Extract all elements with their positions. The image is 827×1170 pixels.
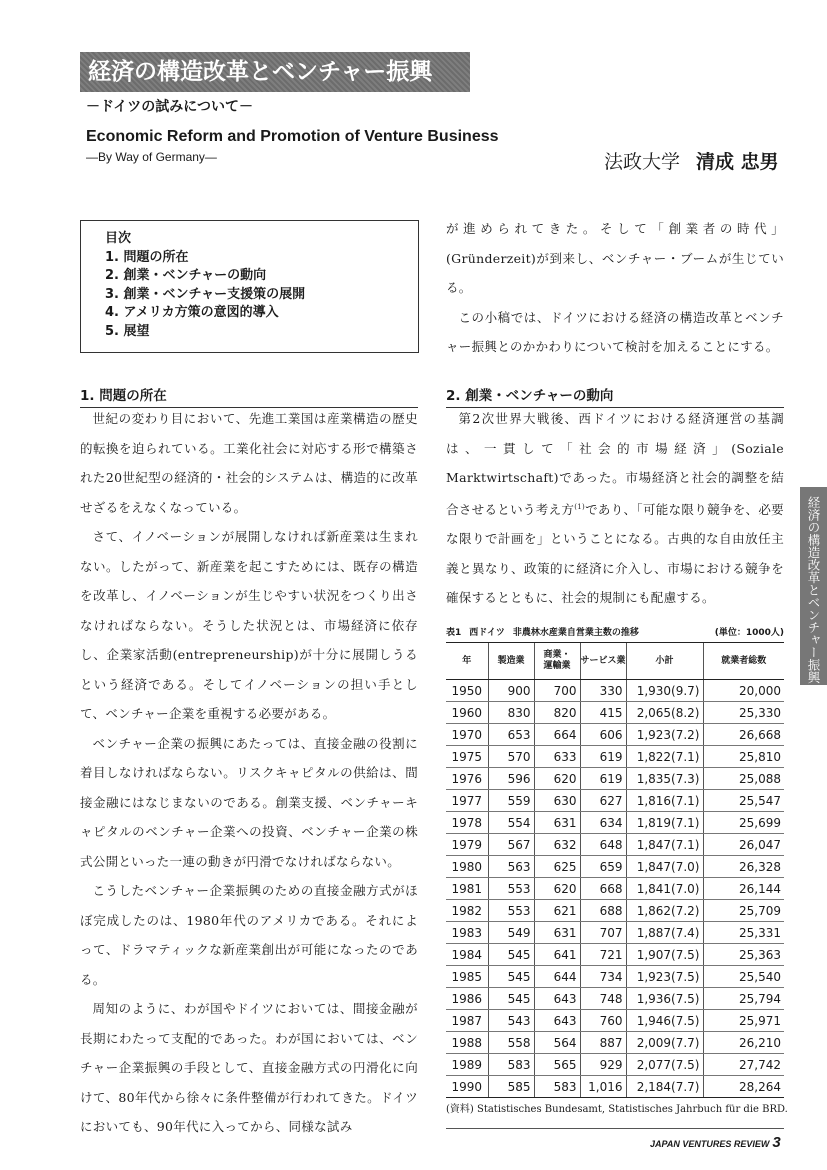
table-cell: 648 (580, 834, 626, 856)
table-cell: 625 (534, 856, 580, 878)
table-cell: 634 (580, 812, 626, 834)
table-cell: 633 (534, 746, 580, 768)
table-cell: 27,742 (703, 1054, 784, 1076)
table-cell: 28,264 (703, 1076, 784, 1098)
table-cell: 627 (580, 790, 626, 812)
table-cell: 1,946(7.5) (626, 1010, 703, 1032)
table-cell: 644 (534, 966, 580, 988)
table-cell: 621 (534, 900, 580, 922)
section-2-heading: 2. 創業・ベンチャーの動向 (446, 384, 784, 408)
table-cell: 1990 (446, 1076, 488, 1098)
table-cell: 631 (534, 812, 580, 834)
table-cell: 26,328 (703, 856, 784, 878)
author-line (604, 147, 779, 174)
table-cell: 1,936(7.5) (626, 988, 703, 1010)
table-cell: 1,862(7.2) (626, 900, 703, 922)
footer-divider (446, 1128, 784, 1129)
table-cell: 2,077(7.5) (626, 1054, 703, 1076)
table-cell: 25,088 (703, 768, 784, 790)
paragraph: さて、イノベーションが展開しなければ新産業は生まれない。したがって、新産業を起こすためには、既存の構造を改革し、イノベーションが生じやすい状況をつくり出さなければならない。そうした状況とは、市場経済に依存し、企業家活動(entrepreneurship)が十分に展開しうるという経済である。そしてイノベーションの担い手として、ベンチャー企業を重視する必要がある。 (80, 529, 418, 721)
table-cell: 564 (534, 1032, 580, 1054)
side-index-tab: 経済の構造改革とベンチャー振興 (800, 487, 827, 685)
table-cell: 1,016 (580, 1076, 626, 1098)
table-cell: 1,816(7.1) (626, 790, 703, 812)
self-employed-table (446, 642, 784, 1098)
table-cell: 631 (534, 922, 580, 944)
table-cell: 567 (488, 834, 534, 856)
table-cell: 25,363 (703, 944, 784, 966)
paragraph: こうしたベンチャー企業振興のための直接金融方式がほぼ完成したのは、1980年代のアメリカである。それによって、ドラマティックな新産業創出が可能になったのである。 (80, 883, 418, 987)
toc-item: 1. 問題の所在 (105, 249, 189, 265)
table-cell: 1,907(7.5) (626, 944, 703, 966)
table-cell: 545 (488, 966, 534, 988)
table-cell: 25,330 (703, 702, 784, 724)
paragraph: 世紀の変わり目において、先進工業国は産業構造の歴史的転換を迫られている。工業化社会に対応する形で構築された20世紀型の経済的・社会的システムは、構造的に改革せざるをえなくなっている。 (80, 411, 418, 515)
table-cell: 1,887(7.4) (626, 922, 703, 944)
table-cell: 619 (580, 746, 626, 768)
paragraph: この小稿では、ドイツにおける経済の構造改革とベンチャー振興とのかかわりについて検討を加えることにする。 (446, 309, 784, 354)
table-cell: 25,331 (703, 922, 784, 944)
table-cell: 721 (580, 944, 626, 966)
column-header: 就業者総数 (703, 643, 784, 680)
table-cell: 1,923(7.2) (626, 724, 703, 746)
paragraph-text: 第2次世界大戦後、西ドイツにおける経済運営の基調は、一貫して「社会的市場経済」(Soziale Marktwirtschaft)であった。市場経済と社会的調整を結合させるという考え方 (446, 411, 784, 517)
table-cell: 25,709 (703, 900, 784, 922)
table-cell: 1978 (446, 812, 488, 834)
article-title-en: Economic Reform and Promotion of Venture Business (86, 128, 499, 145)
table-row (446, 922, 784, 944)
author-name: 清成 忠男 (696, 151, 779, 173)
table-cell: 1981 (446, 878, 488, 900)
section-1-body (80, 404, 418, 1142)
footnote-mark: (1) (574, 502, 586, 511)
table-cell: 619 (580, 768, 626, 790)
paragraph: ベンチャー企業の振興にあたっては、直接金融の役割に着目しなければならない。リスクキャピタルの供給は、間接金融にはなじまないのである。創業支援、ベンチャーキャピタルのベンチャー企業への投資、ベンチャー企業の株式公開といった一連の動きが円滑でなければならない。 (80, 735, 418, 869)
article-title: 経済の構造改革とベンチャー振興 (80, 52, 470, 92)
table-cell: 1977 (446, 790, 488, 812)
table-cell: 26,144 (703, 878, 784, 900)
table-cell: 606 (580, 724, 626, 746)
table-cell: 707 (580, 922, 626, 944)
table-row (446, 702, 784, 724)
table-cell: 1,847(7.1) (626, 834, 703, 856)
table-cell: 1975 (446, 746, 488, 768)
table-cell: 554 (488, 812, 534, 834)
table-caption-title (446, 625, 639, 638)
intro-continuation (446, 214, 784, 362)
table-cell: 570 (488, 746, 534, 768)
table-cell: 1960 (446, 702, 488, 724)
table-header-row (446, 643, 784, 680)
toc-item: 5. 展望 (105, 323, 150, 339)
table-cell: 1950 (446, 680, 488, 702)
table-cell: 25,547 (703, 790, 784, 812)
table-cell: 545 (488, 988, 534, 1010)
table-cell: 2,065(8.2) (626, 702, 703, 724)
table-cell: 700 (534, 680, 580, 702)
table-cell: 1976 (446, 768, 488, 790)
table-cell: 1985 (446, 966, 488, 988)
table-cell: 25,540 (703, 966, 784, 988)
table-cell: 20,000 (703, 680, 784, 702)
table-country: 西ドイツ (469, 628, 505, 638)
table-cell: 664 (534, 724, 580, 746)
table-row (446, 790, 784, 812)
toc-item: 3. 創業・ベンチャー支援策の展開 (105, 286, 306, 302)
table-cell: 630 (534, 790, 580, 812)
table-cell: 632 (534, 834, 580, 856)
paragraph-text: であり、「可能な限り競争を、必要な限りで計画を」ということになる。古典的な自由放任主義と異なり、政策的に経済に介入し、市場における競争を確保するとともに、社会的規制にも配慮する。 (446, 501, 784, 606)
table-cell: 820 (534, 702, 580, 724)
table-cell: 1984 (446, 944, 488, 966)
table-cell: 25,971 (703, 1010, 784, 1032)
table-row (446, 878, 784, 900)
table-cell: 1986 (446, 988, 488, 1010)
table-cell: 1,835(7.3) (626, 768, 703, 790)
table-of-contents (80, 220, 419, 353)
table-cell: 620 (534, 878, 580, 900)
table-cell: 553 (488, 878, 534, 900)
table-cell: 929 (580, 1054, 626, 1076)
column-header: 製造業 (488, 643, 534, 680)
table-cell: 887 (580, 1032, 626, 1054)
table-title: 非農林水産業自営業主数の推移 (512, 628, 639, 638)
table-cell: 1982 (446, 900, 488, 922)
table-row (446, 1054, 784, 1076)
table-source: (資料) Statistisches Bundesamt, Statistisches Jahrbuch für die BRD. (446, 1104, 788, 1115)
table-cell: 641 (534, 944, 580, 966)
table-cell: 643 (534, 1010, 580, 1032)
table-row (446, 856, 784, 878)
table-cell: 543 (488, 1010, 534, 1032)
table-cell: 1,923(7.5) (626, 966, 703, 988)
toc-heading: 目次 (105, 231, 132, 246)
table-cell: 25,810 (703, 746, 784, 768)
toc-item: 2. 創業・ベンチャーの動向 (105, 268, 267, 283)
paragraph: 周知のように、わが国やドイツにおいては、間接金融が長期にわたって支配的であった。わが国においては、ベンチャー企業振興の手段として、直接金融方式の円滑化に向けて、80年代から徐々に条件整備が行われてきた。ドイツにおいても、90年代に入ってから、同様な試み (80, 1001, 418, 1134)
table-cell: 1,841(7.0) (626, 878, 703, 900)
paragraph: が進められてきた。そして「創業者の時代」(Gründerzeit)が到来し、ベンチャー・ブームが生じている。 (446, 221, 784, 295)
article-subtitle-ja: －ドイツの試みについて－ (86, 99, 254, 115)
table-row (446, 746, 784, 768)
table-cell: 583 (488, 1054, 534, 1076)
table-cell: 734 (580, 966, 626, 988)
table-cell: 26,210 (703, 1032, 784, 1054)
article-subtitle-en: —By Way of Germany— (86, 150, 217, 164)
table-cell: 2,009(7.7) (626, 1032, 703, 1054)
column-header: サービス業 (580, 643, 626, 680)
section-2-body (446, 404, 784, 613)
table-label: 表1 (446, 628, 462, 638)
table-cell: 668 (580, 878, 626, 900)
table-cell: 25,794 (703, 988, 784, 1010)
table-row (446, 944, 784, 966)
column-header: 小計 (626, 643, 703, 680)
section-1-heading: 1. 問題の所在 (80, 384, 418, 408)
table-row (446, 988, 784, 1010)
table-row (446, 768, 784, 790)
table-cell: 553 (488, 900, 534, 922)
table-cell: 415 (580, 702, 626, 724)
table-row (446, 966, 784, 988)
table-cell: 748 (580, 988, 626, 1010)
table-cell: 1979 (446, 834, 488, 856)
table-cell: 559 (488, 790, 534, 812)
journal-name: JAPAN VENTURES REVIEW (650, 1139, 770, 1149)
table-cell: 1,819(7.1) (626, 812, 703, 834)
table-cell: 558 (488, 1032, 534, 1054)
table-cell: 643 (534, 988, 580, 1010)
table-cell: 26,668 (703, 724, 784, 746)
table-cell: 1,822(7.1) (626, 746, 703, 768)
table-cell: 1989 (446, 1054, 488, 1076)
table-row (446, 1076, 784, 1098)
page-number: 3 (772, 1134, 781, 1151)
table-cell: 26,047 (703, 834, 784, 856)
table-cell: 1988 (446, 1032, 488, 1054)
table-cell: 330 (580, 680, 626, 702)
table-unit: (単位：1000人) (714, 628, 784, 638)
table-cell: 596 (488, 768, 534, 790)
table-cell: 2,184(7.7) (626, 1076, 703, 1098)
table-cell: 688 (580, 900, 626, 922)
table-row (446, 812, 784, 834)
table-row (446, 1010, 784, 1032)
column-header: 商業・運輸業 (534, 643, 580, 680)
table-row (446, 834, 784, 856)
toc-item: 4. アメリカ方策の意図的導入 (105, 305, 279, 320)
table-cell: 549 (488, 922, 534, 944)
table-row (446, 680, 784, 702)
page-footer (650, 1134, 781, 1151)
table-cell: 1987 (446, 1010, 488, 1032)
paragraph (446, 404, 784, 613)
table-cell: 659 (580, 856, 626, 878)
table-cell: 585 (488, 1076, 534, 1098)
table-cell: 25,699 (703, 812, 784, 834)
table-cell: 1,847(7.0) (626, 856, 703, 878)
table-cell: 565 (534, 1054, 580, 1076)
table-cell: 620 (534, 768, 580, 790)
table-cell: 1,930(9.7) (626, 680, 703, 702)
table-row (446, 900, 784, 922)
author-affiliation: 法政大学 (604, 151, 681, 173)
table-cell: 830 (488, 702, 534, 724)
table-cell: 563 (488, 856, 534, 878)
table-row (446, 1032, 784, 1054)
table-caption (446, 625, 784, 638)
table-cell: 1980 (446, 856, 488, 878)
table-row (446, 724, 784, 746)
table-cell: 545 (488, 944, 534, 966)
column-header: 年 (446, 643, 488, 680)
table-cell: 583 (534, 1076, 580, 1098)
table-cell: 760 (580, 1010, 626, 1032)
table-cell: 900 (488, 680, 534, 702)
table-cell: 1970 (446, 724, 488, 746)
table-cell: 653 (488, 724, 534, 746)
table-cell: 1983 (446, 922, 488, 944)
